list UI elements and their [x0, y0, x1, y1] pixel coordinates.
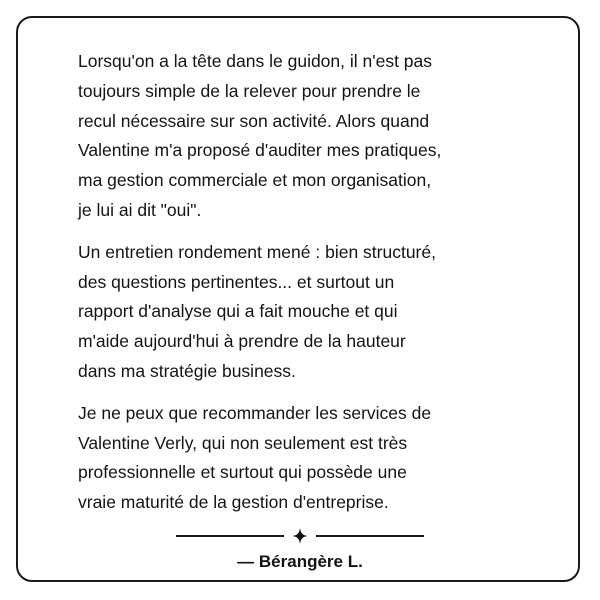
text-line: m'aide aujourd'hui à prendre de la hauteur — [78, 331, 406, 352]
text-line: Valentine Verly, qui non seulement est très — [78, 432, 408, 453]
testimonial-paragraph-3 — [78, 399, 538, 518]
text-line: vraie maturité de la gestion d'entreprise. — [78, 492, 389, 513]
testimonial-signature: — Bérangère L. — [237, 552, 363, 571]
text-line: toujours simple de la relever pour prendre le — [78, 80, 421, 101]
text-line: Je ne peux que recommander les services de — [78, 402, 432, 423]
text-line: Valentine m'a proposé d'auditer mes pratiques, — [78, 140, 442, 161]
text-line: ma gestion commerciale et mon organisation, — [78, 170, 432, 191]
text-line: Un entretien rondement mené : bien structuré, — [78, 241, 436, 262]
text-line: professionnelle et surtout qui possède une — [78, 462, 407, 483]
text-line: dans ma stratégie business. — [78, 360, 296, 381]
divider-line-left — [176, 535, 284, 537]
four-point-star-icon — [292, 528, 308, 544]
testimonial-paragraph-2 — [78, 238, 538, 387]
text-line: des questions pertinentes... et surtout un — [78, 271, 395, 292]
divider — [176, 529, 424, 543]
text-line: Lorsqu'on a la tête dans le guidon, il n'est pas — [78, 51, 433, 71]
text-line: rapport d'analyse qui a fait mouche et qui — [78, 301, 398, 322]
divider-line-right — [316, 535, 424, 537]
testimonial-paragraph-1 — [78, 47, 538, 226]
text-line: recul nécessaire sur son activité. Alors quand — [78, 110, 430, 131]
text-line: je lui ai dit "oui". — [78, 199, 202, 220]
testimonial-body — [78, 47, 538, 530]
